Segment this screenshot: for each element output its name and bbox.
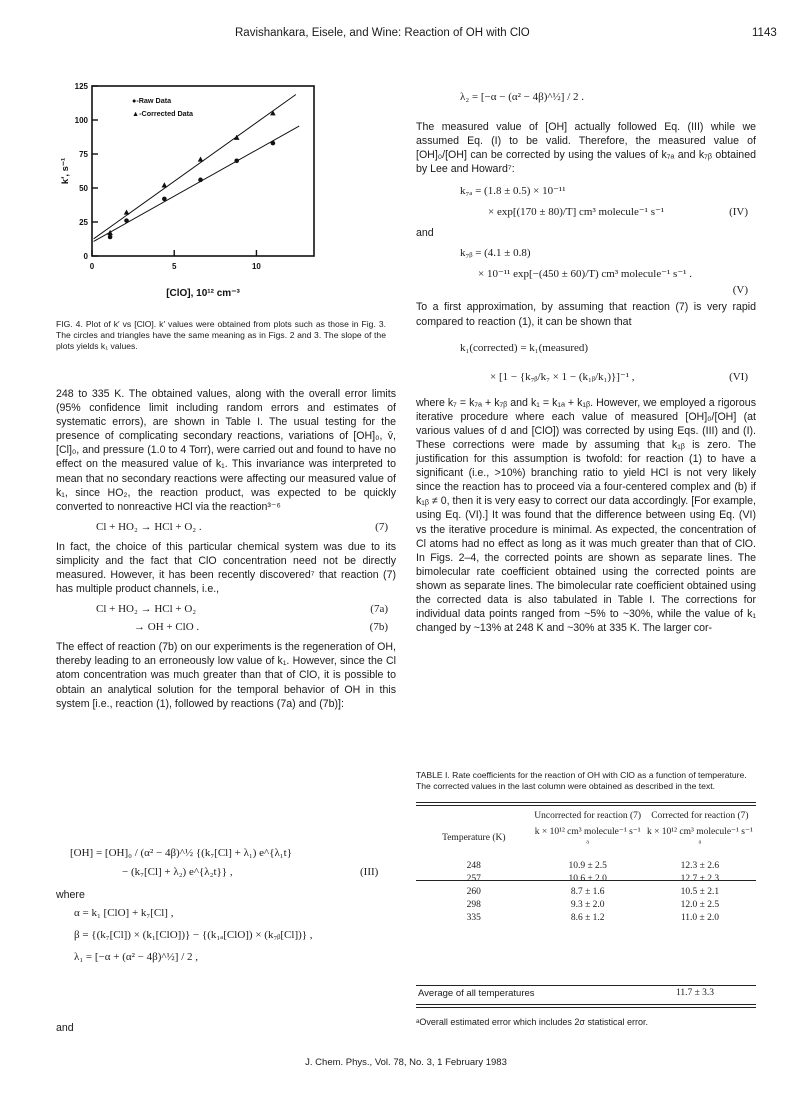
equation-4-line-1 bbox=[416, 184, 756, 199]
data-point-corrected bbox=[124, 209, 130, 214]
right-column bbox=[416, 120, 756, 635]
where-label: where bbox=[56, 889, 85, 901]
header-uncorrected: Uncorrected for reaction (7) bbox=[534, 811, 642, 821]
and-label: and bbox=[56, 1022, 74, 1034]
equation-7b-text: → OH + ClO . bbox=[134, 621, 200, 634]
right-paragraph-3: where k₇ = k₇ₐ + k₇ᵦ and k₁ = k₁ₐ + k₁ᵦ. However, we employed a rigorous iterative procedure where each value of measured [OH]₀/[OH] (at various values of d and [ClO]) was corrected by using Eqs. (III) and (I). These corrections were made by assuming that k₁ᵦ is zero. The justification for this assumption is twofold: for reaction (1) to have a significant (i.e., >10%) branching ratio to yield HCl is not very likely since the reaction has to proceed via a four-centered complex and (b) if k₁ᵦ ≠ 0, then it is very easy to correct our data accordingly. [For example, using Eq. (VI).] It was found that the difference between using Eq. (VI) vs the iterative procedure is minimal. As expected, the concentration of Cl atoms had no effect as long as it was much greater than that of ClO. In Figs. 2–4, the corrected points are shown as separate lines. The bimolecular rate coefficient obtained using the corrected points are shown as separate lines. The bimolecular rate coefficient obtained using the corrected data is also tabulated in Table I. The corrections for individual data points ranged from ~5% to ~30%, while the value of k₁ changed by ~13% at 248 K and ~30% at 335 K. The larger cor- bbox=[416, 396, 756, 635]
header-temperature: Temperature (K) bbox=[442, 833, 506, 843]
equation-4-text-2: × exp[(170 ± 80)/T] cm³ molecule⁻¹ s⁻¹ bbox=[488, 206, 665, 219]
running-title: Ravishankara, Eisele, and Wine: Reaction of OH with ClO bbox=[235, 27, 530, 39]
cell-k-uncorrected: 8.6 ± 1.2 bbox=[570, 913, 605, 923]
equation-6-number: (VI) bbox=[729, 370, 748, 383]
equation-3-line-2: − (k₇[Cl] + λ₂) e^{λ₂t}} , bbox=[122, 866, 233, 878]
equation-7 bbox=[56, 520, 396, 535]
plot-frame bbox=[92, 86, 314, 256]
right-paragraph-2: To a first approximation, by assuming that reaction (7) is very rapid compared to reaction (1), it can be shown that bbox=[416, 301, 756, 328]
equation-4-number: (IV) bbox=[729, 206, 748, 219]
data-point-raw bbox=[234, 159, 239, 164]
data-point-raw bbox=[108, 235, 113, 240]
equation-7a bbox=[56, 602, 396, 617]
cell-temperature: 257 bbox=[466, 874, 481, 884]
y-axis-label: k′, s⁻¹ bbox=[60, 157, 71, 185]
table-1 bbox=[416, 806, 756, 924]
cell-temperature: 260 bbox=[466, 887, 481, 897]
x-tick-label: 0 bbox=[89, 262, 95, 271]
equation-5-number: (V) bbox=[732, 284, 748, 297]
legend-entry: ●-Raw Data bbox=[132, 96, 172, 105]
y-tick-label: 0 bbox=[83, 252, 88, 261]
equation-7b bbox=[56, 620, 396, 635]
left-paragraph-1: 248 to 335 K. The obtained values, along with the overall error limits (95% confidence limit including random errors and estimates of systematic errors), are shown in Table I. The usual testing for the presence of complicating secondary reactions, variations of [OH]₀, v̄, [Cl]₀, and pressure (1.0 to 4 Torr), were carried out and found to have no effect on the measured value of k₁. This invariance was interpreted to mean that no secondary reactions were affecting our measured value of k₁, since HO₂, the reaction product, was expected to be quickly converted to nonreactive HCl via the reaction³⁻⁶ bbox=[56, 388, 396, 513]
fit-line-corrected bbox=[94, 94, 296, 238]
data-point-raw bbox=[271, 141, 276, 146]
equation-7b-number: (7b) bbox=[369, 621, 388, 634]
data-point-corrected bbox=[162, 182, 168, 187]
equation-6-line-2 bbox=[416, 370, 756, 388]
header-corrected: Corrected for reaction (7) bbox=[651, 811, 749, 821]
figure-4-caption: FIG. 4. Plot of k′ vs [ClO]. k′ values were obtained from plots such as those in Fig. 3. The circles and triangles have the same meaning as in Figs. 2 and 3. The slope of the plots yields k₁ values. bbox=[56, 319, 386, 351]
header-k-corrected: k × 10¹² cm³ molecule⁻¹ s⁻¹ ᵃ bbox=[646, 827, 753, 849]
legend-entry: ▲-Corrected Data bbox=[132, 109, 194, 118]
table-row bbox=[416, 885, 756, 898]
page-number: 1143 bbox=[752, 27, 777, 39]
right-paragraph-1: The measured value of [OH] actually followed Eq. (III) while we assumed Eq. (I) to be valid. Therefore, the measured value of [OH]₀/[OH] can be corrected by using the values of k₇ₐ and k₇ᵦ obtained by Lee and Howard⁷: bbox=[416, 121, 756, 176]
left-paragraph-2: In fact, the choice of this particular chemical system was due to its simplicity and the fact that ClO concentration need not be directly measured. However, it has been recently discovered⁷ that reaction (7) has multiple product channels, i.e., bbox=[56, 540, 396, 596]
equation-7-number: (7) bbox=[375, 520, 388, 533]
beta-definition: β = {(k₇[Cl]) × (k₁[ClO])} − {(k₁ₐ[ClO]) × (k₇ᵦ[Cl])} , bbox=[74, 929, 313, 941]
table-1-caption: TABLE I. Rate coefficients for the reaction of OH with ClO as a function of temperature. The corrected values in the last column were obtained as described in the text. bbox=[416, 770, 747, 791]
table-top-rule bbox=[416, 802, 756, 803]
cell-k-uncorrected: 10.9 ± 2.5 bbox=[568, 861, 607, 871]
left-paragraph-3: The effect of reaction (7b) on our experiments is the regeneration of OH, thereby leading to an erroneously low value of k₁. However, since the Cl atom concentration was much greater than that of ClO, it is possible to obtain an analytical solution for the temporal behavior of OH in this system [i.e., reaction (1), followed by reactions (7a) and (7b)]: bbox=[56, 641, 396, 710]
equation-6-text-1: k₁(corrected) = k₁(measured) bbox=[460, 341, 589, 354]
table-bottom-rule-2 bbox=[416, 1007, 756, 1008]
table-row bbox=[416, 872, 756, 885]
table-row bbox=[416, 911, 756, 924]
alpha-definition: α = k₁ [ClO] + k₇[Cl] , bbox=[74, 907, 174, 919]
equation-3-line-1: [OH] = [OH]₀ / (α² − 4β)^½ {(k₇[Cl] + λ₁) e^{λ₁t} bbox=[70, 847, 292, 859]
and-label-right: and bbox=[416, 227, 434, 240]
x-tick-label: 10 bbox=[251, 262, 261, 271]
fit-line-raw bbox=[94, 126, 300, 241]
equation-7a-text: Cl + HO₂ → HCl + O₂ bbox=[96, 603, 197, 616]
cell-k-corrected: 12.3 ± 2.6 bbox=[680, 861, 720, 871]
data-point-corrected bbox=[198, 156, 204, 161]
data-point-raw bbox=[162, 197, 167, 202]
cell-k-uncorrected: 10.6 ± 2.0 bbox=[568, 874, 607, 884]
cell-k-corrected: 12.0 ± 2.5 bbox=[680, 900, 720, 910]
cell-k-uncorrected: 8.7 ± 1.6 bbox=[570, 887, 605, 897]
equation-6-text-2: × [1 − {k₇ᵦ/k₇ × 1 − (k₁ᵦ/k₁)}]⁻¹ , bbox=[490, 370, 635, 383]
table-header-row-1 bbox=[416, 806, 756, 822]
equation-7-text: Cl + HO₂ → HCl + O₂ . bbox=[96, 520, 202, 533]
y-tick-label: 25 bbox=[79, 218, 88, 227]
figure-4-chart bbox=[56, 78, 356, 303]
cell-temperature: 335 bbox=[466, 913, 481, 923]
equation-6-line-1 bbox=[416, 341, 756, 356]
table-average-rule bbox=[416, 985, 756, 986]
data-point-raw bbox=[124, 218, 129, 223]
equation-5-number-line bbox=[416, 283, 756, 298]
lambda2-definition: λ₂ = [−α − (α² − 4β)^½] / 2 . bbox=[460, 91, 585, 103]
cell-k-corrected: 10.5 ± 2.1 bbox=[680, 887, 720, 897]
x-axis-label: [ClO], 10¹² cm⁻³ bbox=[166, 288, 240, 299]
cell-k-corrected: 12.7 ± 2.3 bbox=[680, 874, 720, 884]
cell-k-corrected: 11.0 ± 2.0 bbox=[680, 913, 719, 923]
lambda1-definition: λ₁ = [−α + (α² − 4β)^½] / 2 , bbox=[74, 951, 199, 963]
x-tick-label: 5 bbox=[171, 262, 177, 271]
equation-5-text-1: k₇ᵦ = (4.1 ± 0.8) bbox=[460, 247, 531, 260]
equation-5-line-2 bbox=[416, 267, 756, 282]
data-point-raw bbox=[198, 178, 203, 183]
y-tick-label: 50 bbox=[79, 184, 88, 193]
table-header-row-2 bbox=[416, 822, 756, 854]
cell-temperature: 298 bbox=[466, 900, 481, 910]
left-column bbox=[56, 387, 396, 711]
equation-4-text-1: k₇ₐ = (1.8 ± 0.5) × 10⁻¹¹ bbox=[460, 185, 566, 198]
cell-temperature: 248 bbox=[466, 861, 481, 871]
table-body bbox=[416, 854, 756, 924]
average-label: Average of all temperatures bbox=[418, 988, 535, 999]
equation-7a-number: (7a) bbox=[370, 603, 388, 616]
y-tick-label: 75 bbox=[79, 150, 88, 159]
table-header-rule bbox=[416, 880, 756, 881]
y-tick-label: 100 bbox=[74, 116, 88, 125]
table-row bbox=[416, 898, 756, 911]
journal-footer: J. Chem. Phys., Vol. 78, No. 3, 1 February 1983 bbox=[305, 1057, 507, 1068]
equation-4-line-2 bbox=[416, 205, 756, 220]
table-footnote: ᵃOverall estimated error which includes 2σ statistical error. bbox=[416, 1017, 648, 1027]
equation-5-line-1 bbox=[416, 246, 756, 261]
cell-k-uncorrected: 9.3 ± 2.0 bbox=[570, 900, 605, 910]
equation-5-text-2: × 10⁻¹¹ exp[−(450 ± 60)/T) cm³ molecule⁻¹ s⁻¹ . bbox=[478, 268, 692, 281]
average-value: 11.7 ± 3.3 bbox=[675, 988, 715, 998]
table-row bbox=[416, 854, 756, 872]
equation-3-number: (III) bbox=[360, 866, 379, 878]
table-bottom-rule bbox=[416, 1004, 756, 1005]
header-k-uncorrected: k × 10¹² cm³ molecule⁻¹ s⁻¹ ᵃ bbox=[534, 827, 641, 849]
y-tick-label: 125 bbox=[74, 82, 88, 91]
